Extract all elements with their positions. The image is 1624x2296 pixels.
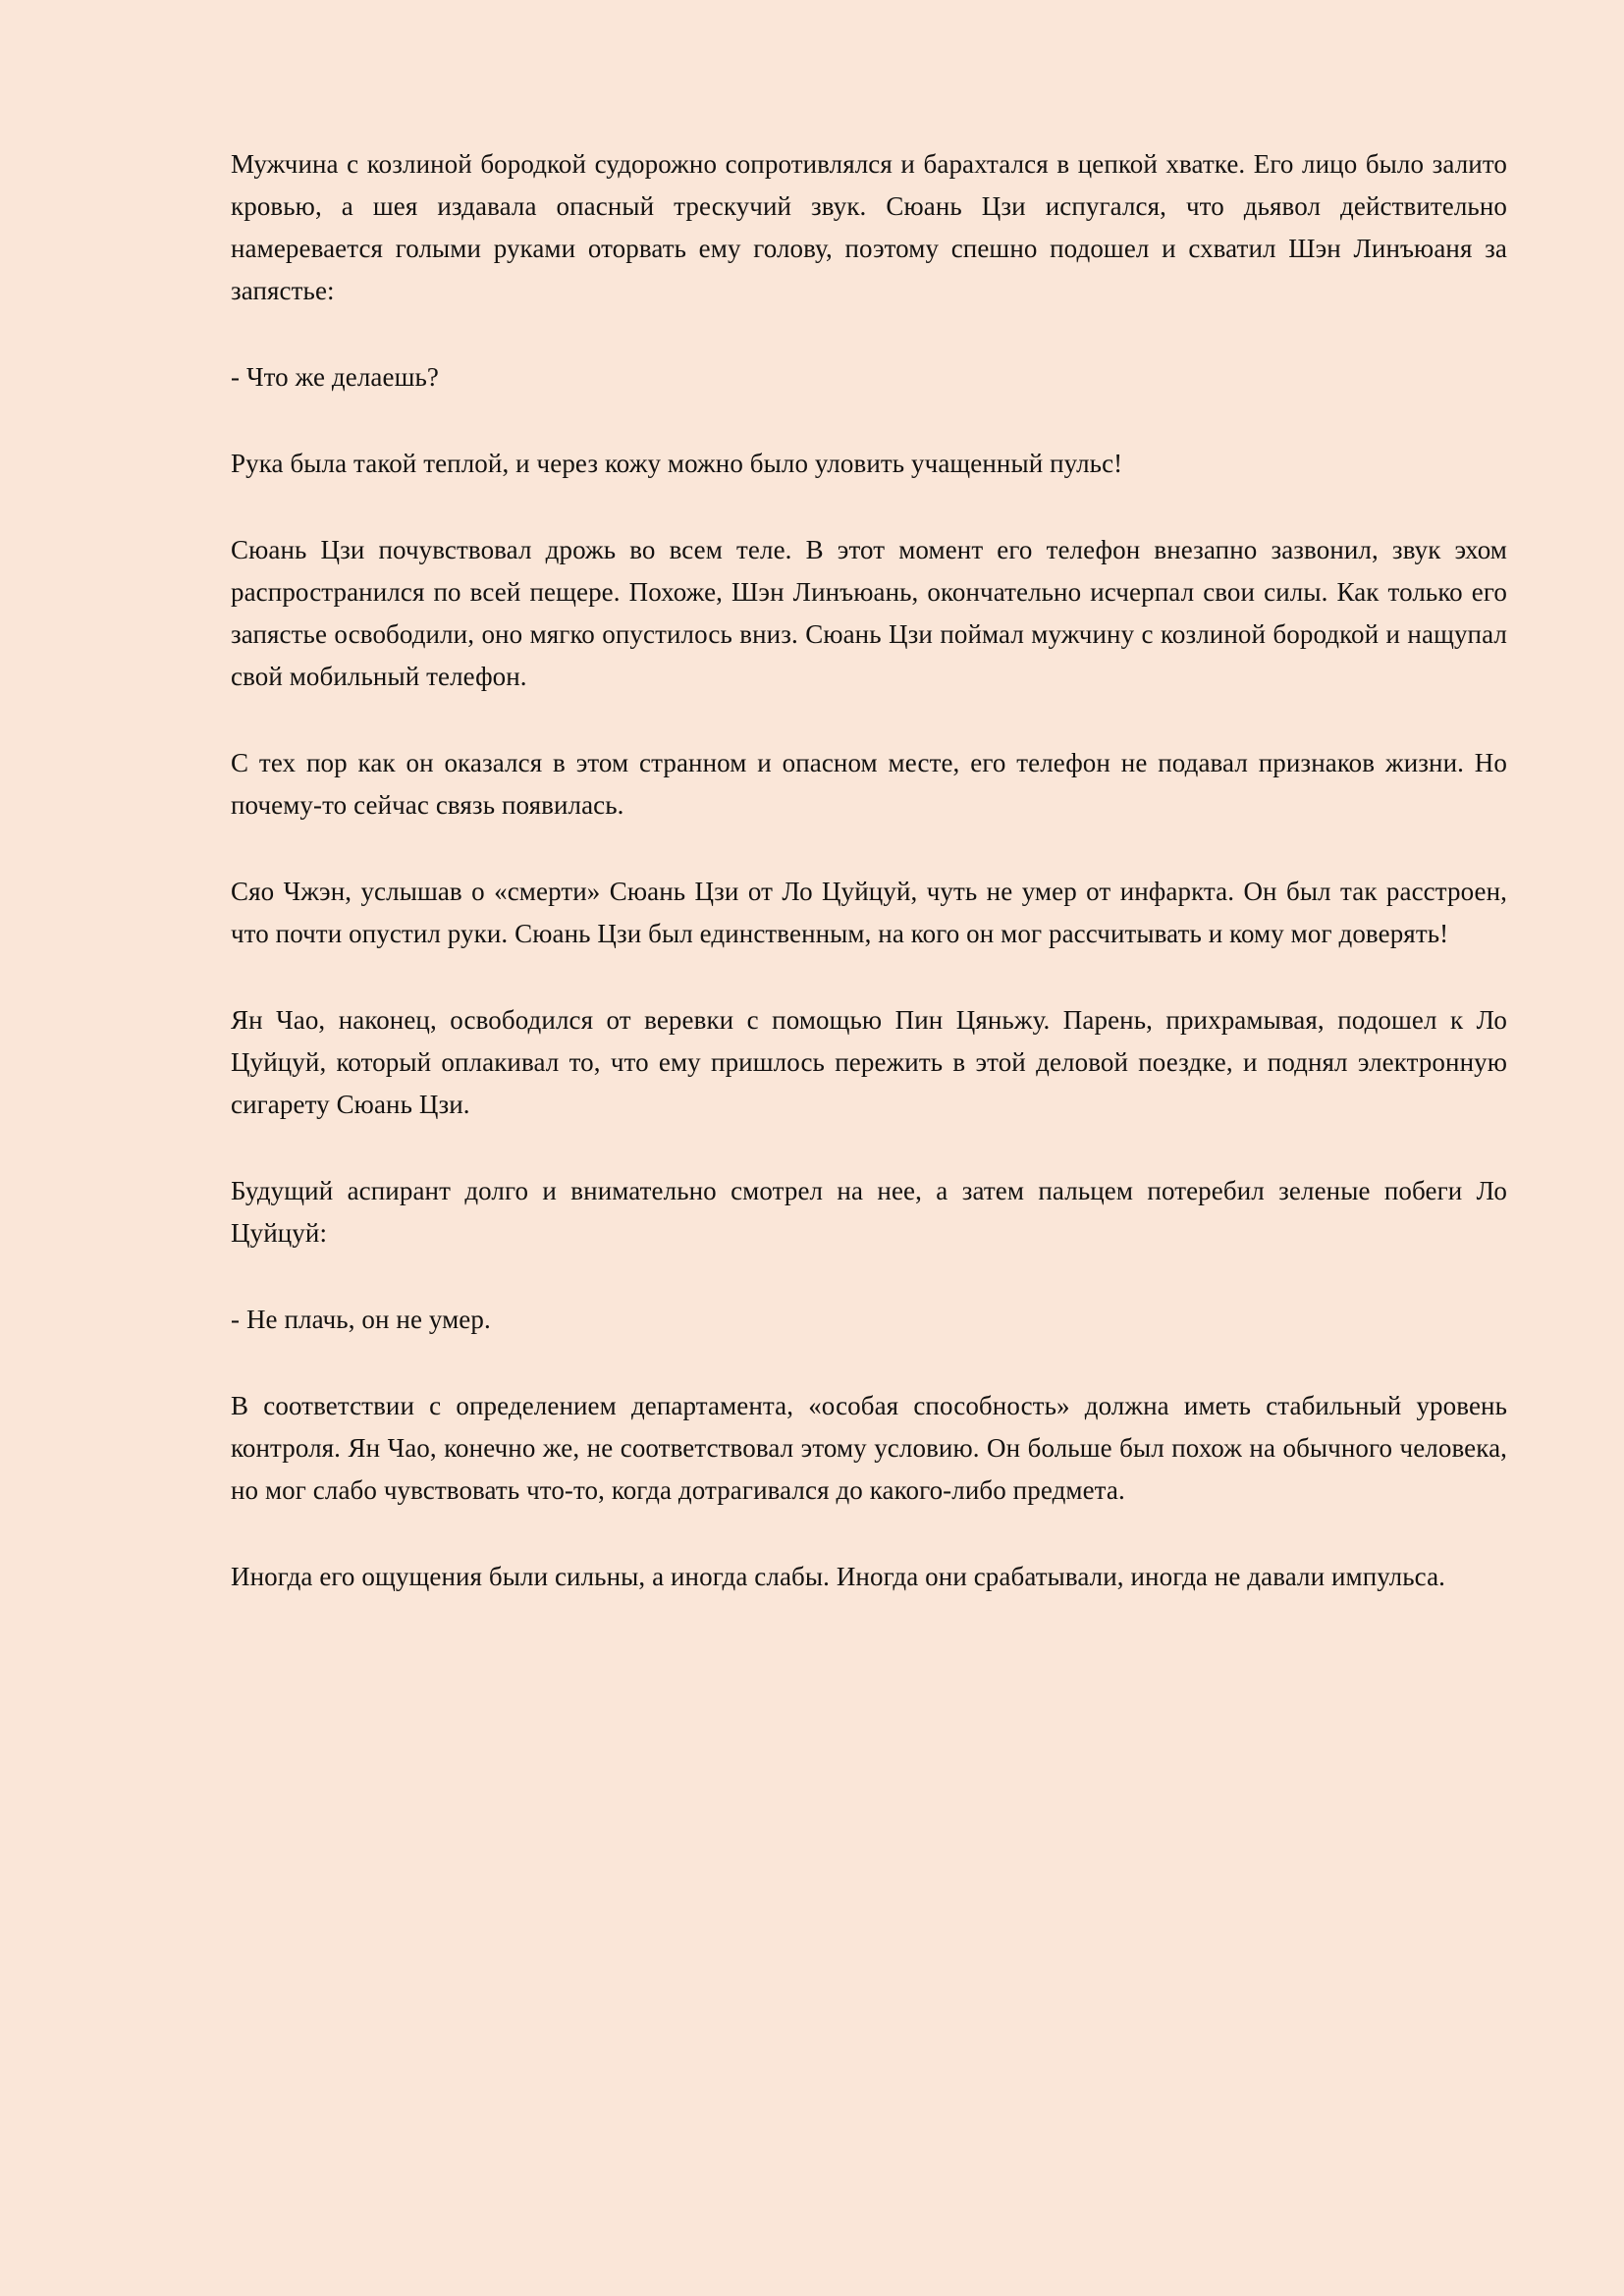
paragraph: В соответствии с определением департамента, «особая способность» должна иметь стабильный уровень контроля. Ян Чао, конечно же, не соответствовал этому условию. Он больше был похож на обычного человека, но мог слабо чувствовать что-то, когда дотрагивался до какого-либо предмета. [231,1391,1507,1505]
paragraph: Сюань Цзи почувствовал дрожь во всем теле. В этот момент его телефон внезапно зазвонил, звук эхом распространился по всей пещере. Похоже, Шэн Линъюань, окончательно исчерпал свои силы. Как только его запястье освободили, оно мягко опустилось вниз. Сюань Цзи поймал мужчину с козлиной бородкой и нащупал свой мобильный телефон. [231,535,1507,691]
paragraph: Сяо Чжэн, услышав о «смерти» Сюань Цзи от Ло Цуйцуй, чуть не умер от инфаркта. Он был так расстроен, что почти опустил руки. Сюань Цзи был единственным, на кого он мог рассчитывать и кому мог доверять! [231,877,1507,948]
paragraph: Ян Чао, наконец, освободился от веревки с помощью Пин Цяньжу. Парень, прихрамывая, подошел к Ло Цуйцуй, который оплакивал то, что ему пришлось пережить в этой деловой поездке, и поднял электронную сигарету Сюань Цзи. [231,1005,1507,1119]
paragraph: Мужчина с козлиной бородкой судорожно сопротивлялся и барахтался в цепкой хватке. Его лицо было залито кровью, а шея издавала опасный трескучий звук. Сюань Цзи испугался, что дьявол действительно намеревается голыми руками оторвать ему голову, поэтому спешно подошел и схватил Шэн Линъюаня за запястье: [231,149,1507,305]
paragraph-dialogue: - Что же делаешь? [231,362,439,392]
paragraph: Рука была такой теплой, и через кожу можно было уловить учащенный пульс! [231,449,1123,478]
paragraph: С тех пор как он оказался в этом странном и опасном месте, его телефон не подавал признаков жизни. Но почему-то сейчас связь появилась. [231,748,1507,820]
body-text-column [231,143,1507,1598]
paragraph-dialogue: - Не плачь, он не умер. [231,1305,491,1334]
paragraph: Будущий аспирант долго и внимательно смотрел на нее, а затем пальцем потеребил зеленые побеги Ло Цуйцуй: [231,1176,1507,1248]
paragraph: Иногда его ощущения были сильны, а иногда слабы. Иногда они срабатывали, иногда не давали импульса. [231,1562,1446,1591]
